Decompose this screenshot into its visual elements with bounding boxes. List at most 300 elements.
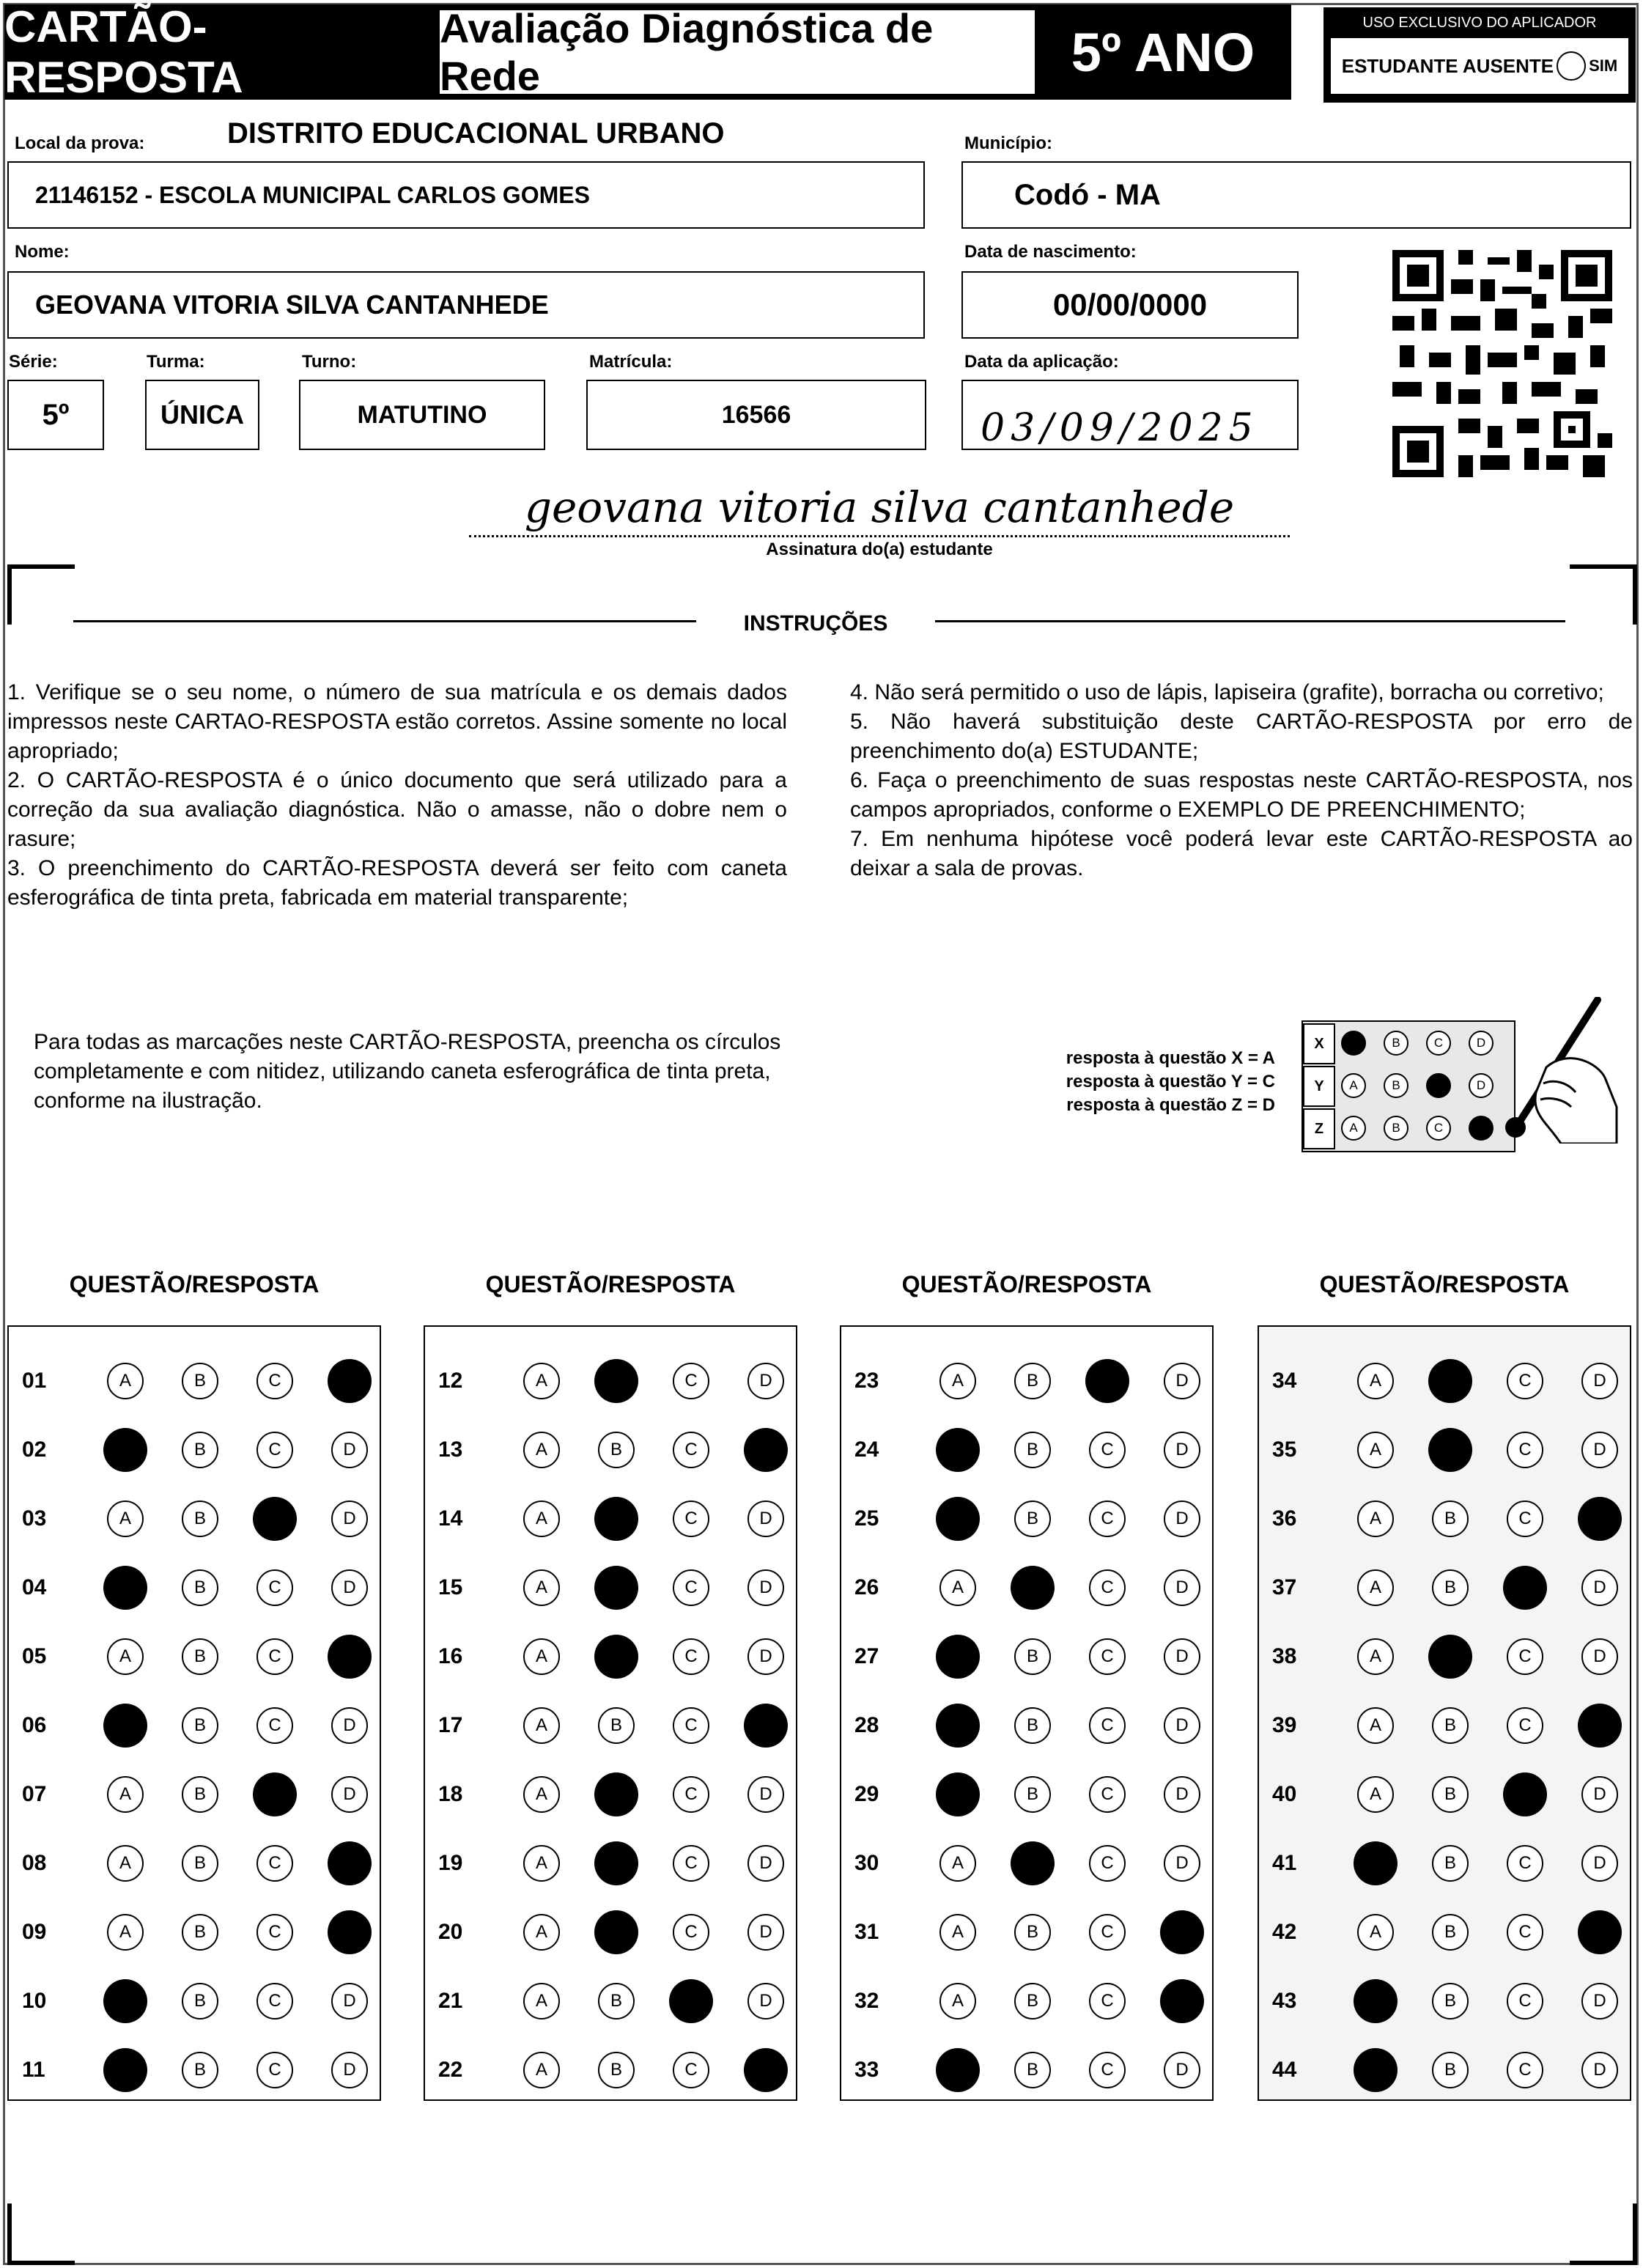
- example-bubble-b: B: [1384, 1073, 1408, 1098]
- question-row: [9, 1704, 406, 1748]
- answer-bubble-c[interactable]: C: [1089, 1914, 1126, 1951]
- answer-bubble-b[interactable]: B: [182, 1432, 218, 1468]
- answer-bubble-c[interactable]: C: [256, 1363, 293, 1399]
- group-title: QUESTÃO/RESPOSTA: [901, 1271, 1152, 1297]
- answer-bubble-d[interactable]: D: [331, 1707, 368, 1744]
- question-number: 34: [1272, 1369, 1297, 1393]
- signature-label: Assinatura do(a) estudante: [766, 540, 993, 559]
- answer-bubble-c[interactable]: C: [673, 1845, 709, 1882]
- question-number: 16: [438, 1644, 463, 1668]
- answer-bubble-b[interactable]: B: [1432, 1707, 1469, 1744]
- answer-bubble-d[interactable]: D: [747, 1363, 784, 1399]
- example-bubble-d: D: [1469, 1031, 1494, 1056]
- answer-bubble-b[interactable]: B: [1432, 1845, 1469, 1882]
- question-number: 10: [22, 1989, 47, 2013]
- answer-bubble-c[interactable]: C: [256, 1638, 293, 1675]
- answer-bubble-c[interactable]: C: [256, 1432, 293, 1468]
- answer-bubble-c[interactable]: C: [1507, 2052, 1543, 2088]
- answer-bubble-d[interactable]: D: [747, 1776, 784, 1813]
- answer-bubble-b[interactable]: B: [598, 2052, 635, 2088]
- answer-bubble-a[interactable]: A: [939, 1569, 976, 1606]
- answer-bubble-d[interactable]: D: [747, 1638, 784, 1675]
- question-row: [841, 1497, 1238, 1541]
- answer-bubble-b[interactable]: B: [1432, 1569, 1469, 1606]
- answer-bubble-d[interactable]: D: [328, 1359, 372, 1403]
- answer-bubble-c[interactable]: C: [256, 2052, 293, 2088]
- answer-bubble-b[interactable]: B: [182, 1363, 218, 1399]
- answer-bubble-b[interactable]: B: [594, 1841, 638, 1885]
- answer-bubble-d[interactable]: D: [1578, 1910, 1622, 1954]
- answer-bubble-c[interactable]: C: [256, 1569, 293, 1606]
- answer-bubble-b[interactable]: B: [1014, 1983, 1051, 2020]
- answer-bubble-b[interactable]: B: [1014, 1707, 1051, 1744]
- answer-bubble-a[interactable]: A: [523, 1432, 560, 1468]
- answer-bubble-d[interactable]: D: [747, 1845, 784, 1882]
- question-number: 04: [22, 1575, 47, 1599]
- question-row: [9, 1566, 406, 1610]
- answer-bubble-c[interactable]: C: [1089, 2052, 1126, 2088]
- question-number: 01: [22, 1369, 47, 1393]
- question-number: 22: [438, 2058, 463, 2082]
- answer-bubble-a[interactable]: A: [936, 1497, 980, 1541]
- question-row: [425, 1910, 822, 1954]
- answer-bubble-a[interactable]: A: [103, 2048, 147, 2092]
- answer-bubble-b[interactable]: B: [594, 1359, 638, 1403]
- question-number: 25: [854, 1506, 879, 1531]
- question-row: [425, 1841, 822, 1885]
- question-number: 35: [1272, 1437, 1297, 1462]
- question-number: 05: [22, 1644, 47, 1668]
- matricula-value: 16566: [721, 400, 791, 429]
- answer-bubble-a[interactable]: A: [1357, 1501, 1394, 1537]
- answer-bubble-c[interactable]: C: [673, 1707, 709, 1744]
- turma-field: [145, 380, 259, 450]
- answer-bubble-b[interactable]: B: [594, 1910, 638, 1954]
- answer-bubble-d[interactable]: D: [1164, 1845, 1200, 1882]
- question-number: 12: [438, 1369, 463, 1393]
- answer-bubble-c[interactable]: C: [1089, 1707, 1126, 1744]
- answer-bubble-b[interactable]: B: [1011, 1566, 1055, 1610]
- answer-bubble-b[interactable]: B: [594, 1772, 638, 1816]
- answer-bubble-a[interactable]: A: [939, 1983, 976, 2020]
- answer-bubble-d[interactable]: D: [747, 1983, 784, 2020]
- question-number: 11: [22, 2058, 45, 2082]
- answer-bubble-a[interactable]: A: [523, 1501, 560, 1537]
- answer-bubble-d[interactable]: D: [1581, 2052, 1618, 2088]
- answer-bubble-b[interactable]: B: [594, 1497, 638, 1541]
- answer-bubble-d[interactable]: D: [1164, 1569, 1200, 1606]
- answer-bubble-b[interactable]: B: [594, 1635, 638, 1679]
- answer-bubble-c[interactable]: C: [256, 1914, 293, 1951]
- answer-bubble-b[interactable]: B: [598, 1707, 635, 1744]
- instruction-6: 6. Faça o preenchimento de suas respostas neste CARTÃO-RESPOSTA, nos campos apropriados, conforme o EXEMPLO DE PREENCHIMENTO;: [850, 768, 1633, 822]
- answer-group: [1258, 1325, 1631, 2101]
- answer-bubble-b[interactable]: B: [1428, 1635, 1472, 1679]
- question-number: 20: [438, 1920, 463, 1944]
- answer-bubble-a[interactable]: A: [107, 1776, 144, 1813]
- answer-bubble-c[interactable]: C: [673, 1432, 709, 1468]
- answer-bubble-c[interactable]: C: [256, 1845, 293, 1882]
- answer-bubble-d[interactable]: D: [331, 1776, 368, 1813]
- absent-checkbox[interactable]: [1557, 51, 1586, 81]
- answer-bubble-b[interactable]: B: [1011, 1841, 1055, 1885]
- answer-bubble-d[interactable]: D: [1581, 1776, 1618, 1813]
- answer-bubble-a[interactable]: A: [1354, 2048, 1398, 2092]
- answer-bubble-b[interactable]: B: [182, 1707, 218, 1744]
- answer-bubble-b[interactable]: B: [1432, 1776, 1469, 1813]
- question-row: [9, 1772, 406, 1816]
- answer-bubble-c[interactable]: C: [253, 1497, 297, 1541]
- instructions-rule-right: [935, 620, 1565, 622]
- question-number: 24: [854, 1437, 879, 1462]
- answer-bubble-c[interactable]: C: [1089, 1501, 1126, 1537]
- school-value: 21146152 - ESCOLA MUNICIPAL CARLOS GOMES: [35, 181, 590, 208]
- answer-bubble-c[interactable]: C: [1085, 1359, 1129, 1403]
- answer-bubble-c[interactable]: C: [673, 1363, 709, 1399]
- question-number: 02: [22, 1437, 47, 1462]
- local-label: Local da prova:: [15, 133, 145, 153]
- fill-note: Para todas as marcações neste CARTÃO-RESPOSTA, preencha os círculos completamente e com nitidez, utilizando caneta esferográfica de tinta preta, conforme na ilustração.: [34, 1030, 781, 1113]
- answer-bubble-a[interactable]: A: [1357, 1432, 1394, 1468]
- answer-bubble-b[interactable]: B: [1014, 1363, 1051, 1399]
- question-number: 41: [1272, 1851, 1297, 1875]
- question-number: 06: [22, 1713, 47, 1737]
- answer-bubble-b[interactable]: B: [598, 1432, 635, 1468]
- answer-bubble-a[interactable]: A: [939, 1363, 976, 1399]
- question-number: 32: [854, 1989, 879, 2013]
- answer-bubble-c[interactable]: C: [1507, 1638, 1543, 1675]
- absent-field: [1331, 38, 1628, 94]
- question-number: 17: [438, 1713, 463, 1737]
- question-number: 27: [854, 1644, 879, 1668]
- answer-bubble-b[interactable]: B: [182, 1983, 218, 2020]
- question-row: [841, 1704, 1238, 1748]
- answer-bubble-d[interactable]: D: [331, 1569, 368, 1606]
- answer-bubble-b[interactable]: B: [1014, 1501, 1051, 1537]
- answer-bubble-a[interactable]: A: [107, 1501, 144, 1537]
- question-number: 09: [22, 1920, 47, 1944]
- question-number: 38: [1272, 1644, 1297, 1668]
- question-row: [841, 2048, 1238, 2092]
- question-row: [9, 1841, 406, 1885]
- answer-bubble-a[interactable]: A: [1354, 1841, 1398, 1885]
- instructions-rule-left: [73, 620, 696, 622]
- answer-bubble-a[interactable]: A: [1357, 1569, 1394, 1606]
- answer-bubble-a[interactable]: A: [103, 1566, 147, 1610]
- answer-bubble-b[interactable]: B: [594, 1566, 638, 1610]
- matricula-label: Matrícula:: [589, 352, 673, 372]
- signature-text: geovana vitoria silva cantanhede: [524, 482, 1235, 532]
- question-number: 13: [438, 1437, 463, 1462]
- question-row: [9, 1497, 406, 1541]
- answer-bubble-b[interactable]: B: [182, 2052, 218, 2088]
- answer-bubble-d[interactable]: D: [747, 1501, 784, 1537]
- answer-bubble-c[interactable]: C: [673, 1638, 709, 1675]
- answer-bubble-d[interactable]: D: [1578, 1704, 1622, 1748]
- answer-bubble-b[interactable]: B: [1014, 1638, 1051, 1675]
- answer-bubble-a[interactable]: A: [107, 1363, 144, 1399]
- exam-title: [440, 5, 1035, 99]
- answer-bubble-a[interactable]: A: [1357, 1776, 1394, 1813]
- answer-bubble-b[interactable]: B: [182, 1845, 218, 1882]
- answer-bubble-d[interactable]: D: [1581, 1983, 1618, 2020]
- example-bubble-a: A: [1341, 1073, 1366, 1098]
- answer-bubble-c[interactable]: C: [1507, 1707, 1543, 1744]
- instructions-left: [7, 678, 787, 913]
- answer-bubble-a[interactable]: A: [936, 1772, 980, 1816]
- answer-bubble-d[interactable]: D: [328, 1841, 372, 1885]
- corner-mark-bottom-left: [7, 2203, 75, 2265]
- answer-bubble-d[interactable]: D: [1581, 1363, 1618, 1399]
- applicator-box: [1323, 7, 1636, 103]
- answer-bubble-d[interactable]: D: [331, 1983, 368, 2020]
- serie-label: Série:: [9, 352, 58, 372]
- answer-bubble-d[interactable]: D: [1164, 1707, 1200, 1744]
- answer-bubble-d[interactable]: D: [1160, 1979, 1204, 2023]
- answer-bubble-b[interactable]: B: [182, 1501, 218, 1537]
- example-bubble-c: C: [1426, 1073, 1451, 1098]
- answer-bubble-b[interactable]: B: [1432, 1983, 1469, 2020]
- question-number: 29: [854, 1782, 879, 1806]
- question-row: [1259, 1428, 1643, 1472]
- question-number: 44: [1272, 2058, 1297, 2082]
- question-row: [1259, 1841, 1643, 1885]
- answer-bubble-a[interactable]: A: [523, 1569, 560, 1606]
- answer-bubble-a[interactable]: A: [936, 1635, 980, 1679]
- answer-bubble-b[interactable]: B: [1432, 1501, 1469, 1537]
- answer-bubble-c[interactable]: C: [673, 1569, 709, 1606]
- answer-bubble-b[interactable]: B: [1014, 1776, 1051, 1813]
- instruction-1: 1. Verifique se o seu nome, o número de sua matrícula e os demais dados impressos neste CARTAO-RESPOSTA estão corretos. Assine somente no local apropriado;: [7, 680, 787, 763]
- nome-field: [7, 271, 925, 339]
- serie-field: [7, 380, 104, 450]
- answer-bubble-b[interactable]: B: [1014, 1432, 1051, 1468]
- nascimento-value: 00/00/0000: [1052, 287, 1208, 322]
- answer-bubble-a[interactable]: A: [523, 1363, 560, 1399]
- question-number: 19: [438, 1851, 463, 1875]
- answer-bubble-a[interactable]: A: [103, 1428, 147, 1472]
- answer-bubble-a[interactable]: A: [1357, 1363, 1394, 1399]
- answer-bubble-d[interactable]: D: [1581, 1432, 1618, 1468]
- answer-bubble-a[interactable]: A: [939, 1914, 976, 1951]
- answer-bubble-d[interactable]: D: [1581, 1638, 1618, 1675]
- question-number: 31: [854, 1920, 879, 1944]
- card-label-text: CARTÃO-RESPOSTA: [4, 2, 243, 102]
- question-row: [9, 1428, 406, 1472]
- answer-bubble-d[interactable]: D: [1164, 1776, 1200, 1813]
- turno-field: [299, 380, 545, 450]
- answer-bubble-c[interactable]: C: [1507, 1432, 1543, 1468]
- card-label: [4, 4, 437, 100]
- answer-bubble-d[interactable]: D: [331, 2052, 368, 2088]
- instruction-2: 2. O CARTÃO-RESPOSTA é o único documento que será utilizado para a correção da sua avaliação diagnóstica. Não o amasse, não o dobre nem o rasure;: [7, 768, 787, 851]
- answer-bubble-a[interactable]: A: [103, 1979, 147, 2023]
- answer-bubble-c[interactable]: C: [1507, 1501, 1543, 1537]
- question-row: [841, 1635, 1238, 1679]
- answer-bubble-d[interactable]: D: [1164, 2052, 1200, 2088]
- answer-bubble-c[interactable]: C: [673, 1501, 709, 1537]
- answer-bubble-d[interactable]: D: [331, 1432, 368, 1468]
- question-row: [841, 1566, 1238, 1610]
- answer-bubble-b[interactable]: B: [182, 1569, 218, 1606]
- question-row: [9, 1359, 406, 1403]
- answer-bubble-c[interactable]: C: [1089, 1845, 1126, 1882]
- answer-bubble-c[interactable]: C: [1507, 1845, 1543, 1882]
- answer-bubble-c[interactable]: C: [253, 1772, 297, 1816]
- question-row: [1259, 1910, 1643, 1954]
- answer-bubble-d[interactable]: D: [1581, 1569, 1618, 1606]
- question-row: [841, 1841, 1238, 1885]
- turma-value: ÚNICA: [160, 400, 244, 430]
- answer-bubble-c[interactable]: C: [1089, 1569, 1126, 1606]
- answer-bubble-c[interactable]: C: [256, 1707, 293, 1744]
- answer-bubble-b[interactable]: B: [1432, 1914, 1469, 1951]
- nascimento-label: Data de nascimento:: [964, 242, 1137, 262]
- answer-bubble-a[interactable]: A: [107, 1914, 144, 1951]
- nome-value: GEOVANA VITORIA SILVA CANTANHEDE: [35, 290, 549, 320]
- answer-bubble-a[interactable]: A: [107, 1845, 144, 1882]
- answer-bubble-a[interactable]: A: [1357, 1914, 1394, 1951]
- answer-bubble-a[interactable]: A: [523, 1707, 560, 1744]
- answer-bubble-d[interactable]: D: [1160, 1910, 1204, 1954]
- answer-bubble-a[interactable]: A: [1357, 1707, 1394, 1744]
- answer-bubble-a[interactable]: A: [1354, 1979, 1398, 2023]
- absent-yes-label: SIM: [1589, 56, 1618, 75]
- instruction-4: 4. Não será permitido o uso de lápis, lapiseira (grafite), borracha ou corretivo;: [850, 680, 1604, 704]
- example-legend-x: resposta à questão X = A: [1066, 1048, 1275, 1068]
- municipio-value: Codó - MA: [1014, 178, 1161, 211]
- answer-bubble-c[interactable]: C: [1507, 1983, 1543, 2020]
- answer-bubble-b[interactable]: B: [1428, 1428, 1472, 1472]
- question-number: 14: [438, 1506, 463, 1531]
- answer-bubble-a[interactable]: A: [103, 1704, 147, 1748]
- question-number: 40: [1272, 1782, 1297, 1806]
- question-row: [1259, 1635, 1643, 1679]
- municipio-label: Município:: [964, 133, 1052, 153]
- absent-label: ESTUDANTE AUSENTE: [1341, 54, 1554, 77]
- corner-mark-top-left: [7, 564, 75, 625]
- question-row: [425, 1566, 822, 1610]
- example-bubble-b: B: [1384, 1031, 1408, 1056]
- question-row: [1259, 1359, 1643, 1403]
- example-bubble-a: A: [1341, 1116, 1366, 1141]
- answer-bubble-a[interactable]: A: [936, 1428, 980, 1472]
- answer-bubble-c[interactable]: C: [1503, 1772, 1547, 1816]
- answer-bubble-a[interactable]: A: [523, 1845, 560, 1882]
- answer-bubble-d[interactable]: D: [744, 1704, 788, 1748]
- question-row: [425, 1428, 822, 1472]
- answer-bubble-b[interactable]: B: [1432, 2052, 1469, 2088]
- answer-bubble-a[interactable]: A: [936, 2048, 980, 2092]
- question-row: [1259, 1979, 1643, 2023]
- answer-bubble-a[interactable]: A: [523, 1983, 560, 2020]
- answer-bubble-d[interactable]: D: [331, 1501, 368, 1537]
- example-bubble-a: A: [1341, 1031, 1366, 1056]
- question-row: [425, 1635, 822, 1679]
- answer-bubble-c[interactable]: C: [1507, 1914, 1543, 1951]
- example-legend-z: resposta à questão Z = D: [1066, 1095, 1275, 1115]
- answer-bubble-d[interactable]: D: [744, 2048, 788, 2092]
- answer-bubble-a[interactable]: A: [523, 1914, 560, 1951]
- answer-bubble-c[interactable]: C: [1089, 1638, 1126, 1675]
- question-row: [841, 1979, 1238, 2023]
- answer-bubble-a[interactable]: A: [107, 1638, 144, 1675]
- example-legend-y: resposta à questão Y = C: [1066, 1072, 1275, 1091]
- answer-bubble-c[interactable]: C: [1503, 1566, 1547, 1610]
- answer-bubble-a[interactable]: A: [523, 2052, 560, 2088]
- answer-bubble-b[interactable]: B: [182, 1914, 218, 1951]
- answer-bubble-d[interactable]: D: [1164, 1501, 1200, 1537]
- example-bubble-d: D: [1469, 1116, 1494, 1141]
- answer-bubble-c[interactable]: C: [1089, 1776, 1126, 1813]
- question-row: [425, 1497, 822, 1541]
- nome-label: Nome:: [15, 242, 70, 262]
- answer-bubble-c[interactable]: C: [256, 1983, 293, 2020]
- question-number: 15: [438, 1575, 463, 1599]
- answer-bubble-c[interactable]: C: [673, 2052, 709, 2088]
- answer-bubble-b[interactable]: B: [182, 1776, 218, 1813]
- answer-bubble-b[interactable]: B: [1014, 2052, 1051, 2088]
- answer-bubble-d[interactable]: D: [328, 1635, 372, 1679]
- answer-bubble-a[interactable]: A: [939, 1845, 976, 1882]
- answer-bubble-c[interactable]: C: [669, 1979, 713, 2023]
- answer-bubble-d[interactable]: D: [1164, 1363, 1200, 1399]
- question-number: 39: [1272, 1713, 1297, 1737]
- answer-bubble-b[interactable]: B: [598, 1983, 635, 2020]
- answer-bubble-d[interactable]: D: [1578, 1497, 1622, 1541]
- example-row-label: Z: [1303, 1108, 1335, 1149]
- answer-bubble-d[interactable]: D: [1581, 1845, 1618, 1882]
- answer-bubble-c[interactable]: C: [673, 1776, 709, 1813]
- example-bubble-b: B: [1384, 1116, 1408, 1141]
- answer-bubble-d[interactable]: D: [1164, 1638, 1200, 1675]
- answer-bubble-b[interactable]: B: [1014, 1914, 1051, 1951]
- instructions-right: [850, 678, 1633, 883]
- answer-bubble-a[interactable]: A: [523, 1638, 560, 1675]
- answer-bubble-c[interactable]: C: [1507, 1363, 1543, 1399]
- question-number: 43: [1272, 1989, 1297, 2013]
- applicator-title: USO EXCLUSIVO DO APLICADOR: [1362, 15, 1597, 31]
- answer-bubble-c[interactable]: C: [1089, 1983, 1126, 2020]
- answer-bubble-d[interactable]: D: [744, 1428, 788, 1472]
- question-number: 03: [22, 1506, 47, 1531]
- question-number: 18: [438, 1782, 463, 1806]
- question-number: 42: [1272, 1920, 1297, 1944]
- example-row-label: Y: [1303, 1066, 1335, 1107]
- answer-group: [840, 1325, 1214, 2101]
- group-title: QUESTÃO/RESPOSTA: [1319, 1271, 1570, 1297]
- answer-bubble-c[interactable]: C: [1089, 1432, 1126, 1468]
- answer-bubble-d[interactable]: D: [747, 1569, 784, 1606]
- answer-bubble-b[interactable]: B: [1428, 1359, 1472, 1403]
- instruction-5: 5. Não haverá substituição deste CARTÃO-RESPOSTA por erro de preenchimento do(a) ESTUDANTE;: [850, 710, 1633, 763]
- aplicacao-label: Data da aplicação:: [964, 352, 1119, 372]
- question-number: 21: [438, 1989, 463, 2013]
- answer-bubble-d[interactable]: D: [747, 1914, 784, 1951]
- answer-bubble-a[interactable]: A: [936, 1704, 980, 1748]
- answer-bubble-c[interactable]: C: [673, 1914, 709, 1951]
- answer-bubble-d[interactable]: D: [328, 1910, 372, 1954]
- corner-mark-bottom-right: [1570, 2203, 1637, 2265]
- answer-bubble-a[interactable]: A: [1357, 1638, 1394, 1675]
- group-title: QUESTÃO/RESPOSTA: [485, 1271, 736, 1297]
- nascimento-field: [961, 271, 1299, 339]
- question-row: [841, 1428, 1238, 1472]
- question-row: [425, 1704, 822, 1748]
- answer-bubble-d[interactable]: D: [1164, 1432, 1200, 1468]
- answer-bubble-a[interactable]: A: [523, 1776, 560, 1813]
- answer-bubble-b[interactable]: B: [182, 1638, 218, 1675]
